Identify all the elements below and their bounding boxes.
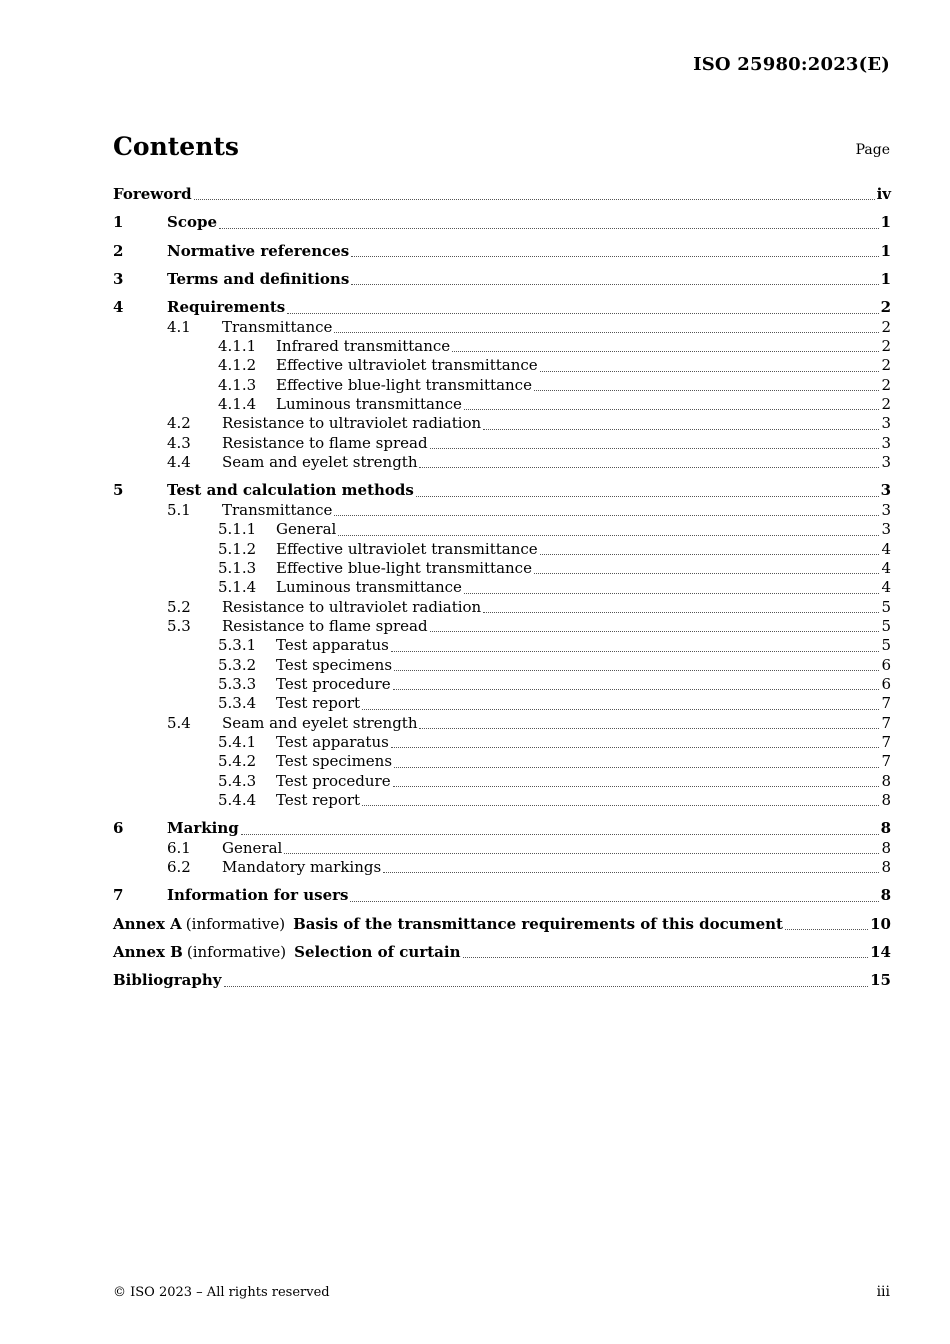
toc-entry-page: 10 — [870, 914, 891, 933]
toc-entry[interactable] — [113, 819, 891, 838]
document-id: ISO 25980:2023(E) — [693, 54, 890, 75]
toc-entry[interactable] — [113, 242, 891, 261]
toc-entry[interactable] — [113, 943, 891, 962]
toc-entry[interactable] — [113, 886, 891, 905]
dot-leader — [351, 284, 878, 285]
toc-entry-number: 5.3 — [167, 616, 191, 635]
dot-leader — [483, 612, 879, 613]
toc-entry-title: General — [276, 520, 337, 539]
toc-entry-title: Effective ultraviolet transmittance — [276, 356, 538, 375]
toc-entry-number: 3 — [113, 270, 124, 289]
toc-entry[interactable] — [113, 298, 891, 317]
toc-entry[interactable] — [113, 376, 891, 395]
toc-entry[interactable] — [113, 839, 891, 858]
toc-entry-number: 4.1.4 — [218, 395, 257, 414]
toc-entry[interactable] — [113, 356, 891, 375]
dot-leader — [534, 390, 880, 391]
dot-leader — [463, 957, 869, 958]
toc-entry[interactable] — [113, 453, 891, 472]
toc-entry-title: Test specimens — [276, 752, 393, 771]
toc-entry[interactable] — [113, 858, 891, 877]
toc-entry-number: 5.3.2 — [218, 655, 257, 674]
toc-entry-title: Seam and eyelet strength — [222, 453, 418, 472]
dot-leader — [241, 834, 879, 835]
toc-entry-title: Mandatory markings — [222, 858, 382, 876]
toc-entry-page: 5 — [881, 616, 891, 635]
toc-entry[interactable] — [113, 270, 891, 289]
toc-entry-title: Transmittance — [222, 500, 333, 519]
toc-entry-number: 5.4.3 — [218, 771, 257, 790]
dot-leader — [394, 670, 879, 671]
toc-entry[interactable] — [113, 656, 891, 675]
toc-entry-number: 5.1.3 — [218, 558, 257, 577]
toc-entry-title: Test report — [276, 694, 361, 713]
toc-entry-title: General — [222, 838, 283, 857]
annex-informative-label: (informative) — [185, 914, 286, 933]
toc-entry[interactable] — [113, 481, 891, 500]
toc-entry-title: Test apparatus — [276, 732, 389, 751]
toc-entry-title: Foreword — [113, 185, 192, 203]
toc-entry[interactable] — [113, 617, 891, 636]
toc-entry-page: 8 — [881, 858, 891, 876]
toc-entry-page: 6 — [881, 655, 891, 674]
toc-entry-title: Marking — [167, 819, 239, 838]
toc-entry-number: 2 — [113, 241, 124, 260]
toc-entry-page: 4 — [881, 558, 891, 577]
toc-entry-number: 6 — [113, 819, 124, 838]
dot-leader — [452, 351, 879, 352]
toc-entry-title: Effective ultraviolet transmittance — [276, 539, 538, 558]
toc-entry-page: 2 — [881, 356, 891, 375]
toc-entry-page: 7 — [881, 732, 891, 751]
dot-leader — [540, 371, 880, 372]
toc-entry-number: 5.2 — [167, 597, 191, 616]
toc-entry-page: 5 — [881, 597, 891, 616]
toc-entry[interactable] — [113, 414, 891, 433]
dot-leader — [419, 728, 879, 729]
toc-entry-page: iv — [876, 185, 891, 203]
dot-leader — [391, 651, 880, 652]
toc-entry-number: 1 — [113, 213, 124, 232]
toc-entry[interactable] — [113, 501, 891, 520]
dot-leader — [393, 689, 880, 690]
toc-entry-number: 4.3 — [167, 433, 191, 452]
toc-entry-page: 3 — [881, 414, 891, 433]
toc-entry-page: 5 — [881, 636, 891, 655]
dot-leader — [419, 467, 879, 468]
toc-entry-page: 8 — [881, 838, 891, 857]
toc-entry[interactable] — [113, 915, 891, 934]
dot-leader — [362, 709, 879, 710]
toc-entry[interactable] — [113, 772, 891, 791]
toc-entry-page: 4 — [881, 539, 891, 558]
dot-leader — [224, 986, 869, 987]
toc-entry[interactable] — [113, 578, 891, 597]
toc-entry-number: 5.1.2 — [218, 539, 257, 558]
dot-leader — [464, 593, 880, 594]
annex-label: Annex A — [113, 914, 182, 933]
toc-entry[interactable] — [113, 971, 891, 990]
toc-entry-title: Normative references — [167, 241, 350, 260]
toc-entry-page: 3 — [881, 453, 891, 472]
toc-entry-page: 2 — [881, 395, 891, 414]
toc-entry-number: 5.4.2 — [218, 752, 257, 771]
toc-entry-number: 4.1.2 — [218, 356, 257, 375]
toc-entry-title: Luminous transmittance — [276, 578, 462, 597]
toc-entry-number: 5.1.1 — [218, 520, 257, 539]
dot-leader — [430, 631, 880, 632]
dot-leader — [540, 554, 880, 555]
toc-entry-title: Basis of the transmittance requirements of this document — [293, 914, 783, 933]
dot-leader — [483, 429, 879, 430]
page-number: iii — [876, 1284, 890, 1300]
toc-entry-page: 2 — [881, 375, 891, 394]
toc-entry[interactable] — [113, 520, 891, 539]
dot-leader — [284, 853, 879, 854]
table-of-contents — [113, 185, 891, 991]
toc-entry-number: 6.2 — [167, 858, 191, 876]
toc-entry-title: Test procedure — [276, 771, 391, 790]
toc-entry-title: Resistance to flame spread — [222, 433, 428, 452]
dot-leader — [287, 313, 878, 314]
dot-leader — [394, 767, 879, 768]
copyright-notice: © ISO 2023 – All rights reserved — [113, 1285, 330, 1300]
dot-leader — [785, 929, 868, 930]
toc-entry-page: 7 — [881, 694, 891, 713]
toc-entry-number: 4.4 — [167, 453, 191, 472]
toc-entry-number: 4.1.3 — [218, 375, 257, 394]
toc-entry-page: 1 — [880, 270, 891, 289]
toc-entry-page: 2 — [881, 317, 891, 336]
dot-leader — [393, 786, 880, 787]
toc-entry-page: 3 — [881, 520, 891, 539]
toc-entry-page: 7 — [881, 713, 891, 732]
toc-entry-number: 5 — [113, 481, 124, 500]
toc-entry-number: 4 — [113, 298, 124, 317]
toc-entry-page: 7 — [881, 752, 891, 771]
toc-entry[interactable] — [113, 540, 891, 559]
toc-entry[interactable] — [113, 752, 891, 771]
toc-entry[interactable] — [113, 213, 891, 232]
toc-entry-number: 4.2 — [167, 414, 191, 433]
dot-leader — [391, 747, 880, 748]
toc-entry[interactable] — [113, 434, 891, 453]
toc-entry-number: 5.4 — [167, 713, 191, 732]
toc-entry-page: 3 — [881, 500, 891, 519]
toc-entry-title: Seam and eyelet strength — [222, 713, 418, 732]
toc-entry-title: Resistance to flame spread — [222, 616, 428, 635]
toc-entry-number: 5.4.1 — [218, 732, 257, 751]
toc-entry-title: Information for users — [167, 886, 349, 905]
toc-entry-page: 8 — [880, 819, 891, 838]
toc-entry-page: 14 — [870, 943, 891, 962]
dot-leader — [334, 332, 879, 333]
toc-entry[interactable] — [113, 636, 891, 655]
toc-entry[interactable] — [113, 559, 891, 578]
toc-entry-page: 1 — [880, 213, 891, 232]
toc-entry-title: Bibliography — [113, 971, 222, 990]
toc-entry-page: 2 — [881, 337, 891, 356]
toc-entry-page: 8 — [880, 886, 891, 905]
toc-entry[interactable] — [113, 185, 891, 204]
toc-entry[interactable] — [113, 694, 891, 713]
toc-entry-title: Resistance to ultraviolet radiation — [222, 414, 482, 433]
toc-entry-number: 4.1.1 — [218, 337, 257, 356]
dot-leader — [416, 496, 879, 497]
toc-entry[interactable] — [113, 598, 891, 617]
toc-entry-title: Test and calculation methods — [167, 481, 414, 500]
toc-entry-title: Test report — [276, 790, 361, 809]
toc-entry-number: 5.3.4 — [218, 694, 257, 713]
contents-title: Contents — [113, 132, 240, 161]
toc-entry-page: 8 — [881, 790, 891, 809]
toc-entry[interactable] — [113, 733, 891, 752]
toc-entry-page: 3 — [880, 481, 891, 500]
dot-leader — [383, 872, 879, 873]
annex-label: Annex B — [113, 943, 183, 962]
toc-entry-title: Scope — [167, 213, 218, 232]
toc-entry-title: Terms and definitions — [167, 270, 350, 289]
dot-leader — [362, 805, 879, 806]
toc-entry-title: Test apparatus — [276, 636, 389, 655]
toc-entry-number: 5.1.4 — [218, 578, 257, 597]
dot-leader — [338, 535, 879, 536]
toc-entry[interactable] — [113, 714, 891, 733]
toc-entry-page: 8 — [881, 771, 891, 790]
toc-entry-number: 6.1 — [167, 838, 191, 857]
page-column-label: Page — [855, 142, 890, 158]
dot-leader — [219, 228, 879, 229]
toc-entry-title: Test specimens — [276, 655, 393, 674]
toc-entry-title: Infrared transmittance — [276, 337, 451, 356]
dot-leader — [334, 515, 879, 516]
toc-entry-number: 4.1 — [167, 317, 191, 336]
toc-entry[interactable] — [113, 337, 891, 356]
toc-entry-number: 5.4.4 — [218, 790, 257, 809]
toc-entry[interactable] — [113, 395, 891, 414]
toc-entry-number: 5.3.1 — [218, 636, 257, 655]
toc-entry-title: Requirements — [167, 298, 286, 317]
toc-entry-number: 5.1 — [167, 500, 191, 519]
dot-leader — [194, 199, 875, 200]
dot-leader — [464, 409, 880, 410]
toc-entry[interactable] — [113, 675, 891, 694]
toc-entry-number: 5.3.3 — [218, 674, 257, 693]
toc-entry[interactable] — [113, 791, 891, 810]
toc-entry-number: 7 — [113, 886, 124, 905]
dot-leader — [350, 901, 878, 902]
toc-entry-page: 3 — [881, 433, 891, 452]
toc-entry[interactable] — [113, 318, 891, 337]
annex-informative-label: (informative) — [186, 943, 287, 962]
toc-entry-page: 6 — [881, 674, 891, 693]
toc-entry-title: Resistance to ultraviolet radiation — [222, 597, 482, 616]
toc-entry-title: Effective blue-light transmittance — [276, 558, 532, 577]
dot-leader — [534, 573, 880, 574]
toc-entry-title: Effective blue-light transmittance — [276, 375, 532, 394]
dot-leader — [430, 448, 880, 449]
toc-entry-title: Test procedure — [276, 674, 391, 693]
toc-entry-title: Selection of curtain — [294, 943, 461, 962]
toc-entry-title: Transmittance — [222, 317, 333, 336]
toc-entry-title: Luminous transmittance — [276, 395, 462, 414]
dot-leader — [351, 256, 878, 257]
toc-entry-page: 2 — [880, 298, 891, 317]
toc-entry-page: 1 — [880, 241, 891, 260]
toc-entry-page: 15 — [870, 971, 891, 990]
toc-entry-page: 4 — [881, 578, 891, 597]
